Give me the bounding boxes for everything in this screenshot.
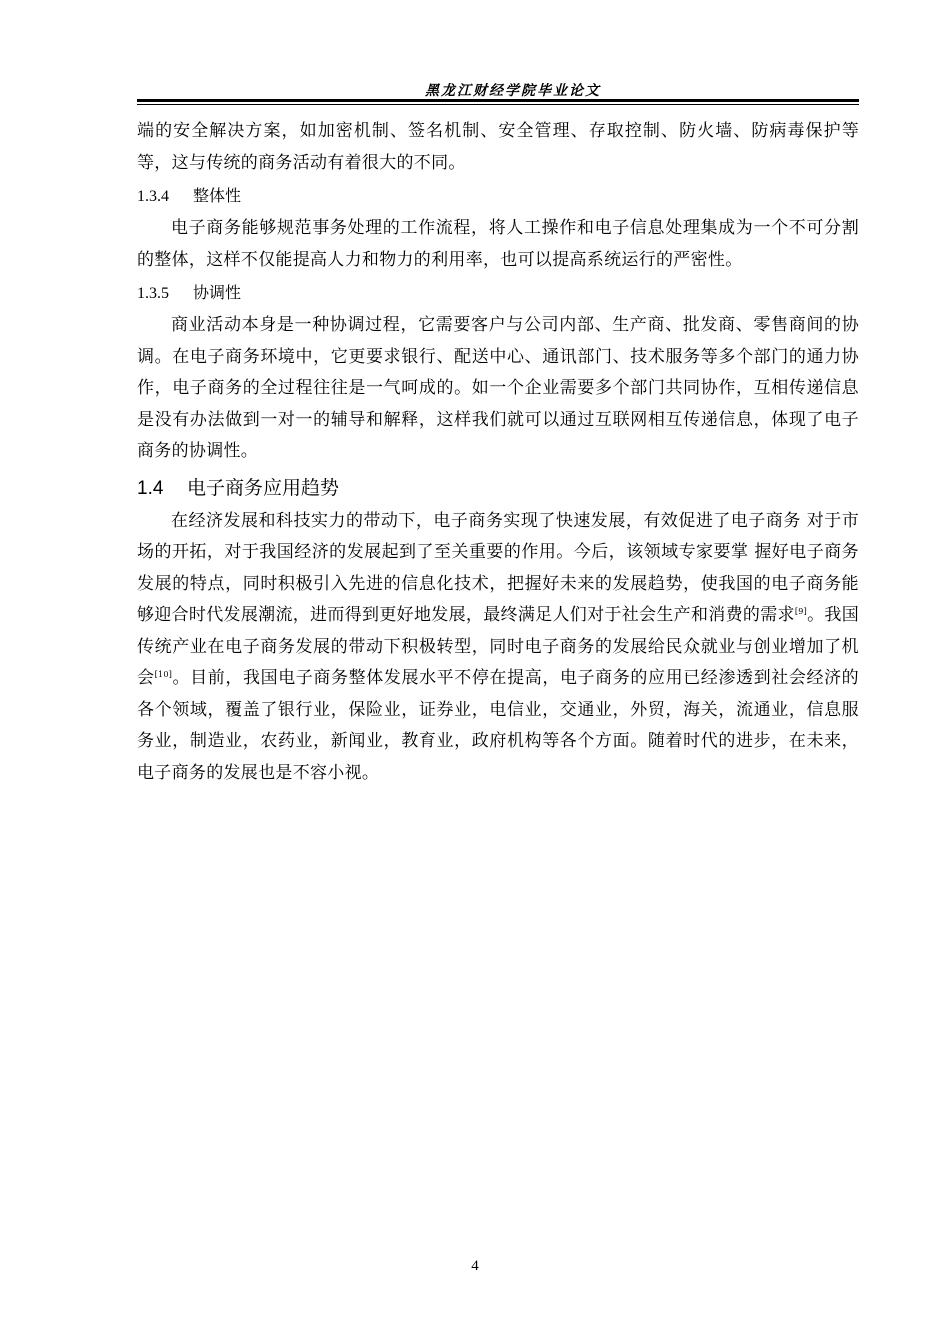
heading-title: 电子商务应用趋势	[187, 476, 340, 499]
heading-number: 1.3.4	[137, 188, 169, 205]
main-content	[137, 116, 859, 789]
paragraph-text: 。目前，我国电子商务整体发展水平不停在提高，电子商务的应用已经渗透到社会经济的各个领域，覆盖了银行业，保险业，证券业，电信业，交通业，外贸，海关，流通业，信息服务业，制造业，农药业，新闻业，教育业，政府机构等各个方面。随着时代的进步，在未来，电子商务的发展也是不容小视。	[137, 668, 859, 783]
page-number: 4	[471, 1258, 479, 1274]
heading-number: 1.4	[137, 477, 164, 499]
heading-1-3-4	[137, 179, 859, 213]
heading-number: 1.3.5	[137, 285, 169, 302]
header-title: 黑龙江财经学院毕业论文	[425, 83, 601, 99]
paragraph-text: 在经济发展和科技实力的带动下，电子商务实现了快速发展，有效促进了电子商务 对于市场的开拓，对于我国经济的发展起到了至关重要的作用。今后，该领域专家要掌 握好电子商务发展的特点，同时积极引入先进的信息化技术，把握好未来的发展趋势，使我国的电子商务能够迎合时代发展潮流，进而得到更好地发展，最终满足人们对于社会生产和消费的需求	[137, 510, 859, 625]
heading-title: 协调性	[193, 283, 242, 302]
header-rule-thick	[137, 99, 859, 102]
paragraph-continued: 端的安全解决方案，如加密机制、签名机制、安全管理、存取控制、防火墙、防病毒保护等等，这与传统的商务活动有着很大的不同。	[137, 121, 859, 173]
paragraph-coordination: 商业活动本身是一种协调过程，它需要客户与公司内部、生产商、批发商、零售商间的协调。在电子商务环境中，它更要求银行、配送中心、通讯部门、技术服务等多个部门的通力协作，电子商务的全过程往往是一气呵成的。如一个企业需要多个部门共同协作，互相传递信息是没有办法做到一对一的辅导和解释，这样我们就可以通过互联网相互传递信息，体现了电子商务的协调性。	[137, 315, 859, 461]
header-rule-thin	[137, 104, 859, 105]
heading-title: 整体性	[193, 186, 242, 205]
citation: [9]	[794, 607, 808, 616]
heading-1-4	[137, 470, 859, 506]
paragraph-text: 。我国传统产业在电子商务发展的带动下积极转型，同时电子商务的发展给民众就业与创业增加了机会	[137, 605, 859, 688]
page-header	[137, 78, 859, 104]
citation: [10]	[154, 670, 173, 679]
heading-1-3-5	[137, 276, 859, 310]
paragraph-trends	[137, 506, 859, 790]
paragraph-integrity: 电子商务能够规范事务处理的工作流程，将人工操作和电子信息处理集成为一个不可分割的整体，这样不仅能提高人力和物力的利用率，也可以提高系统运行的严密性。	[137, 218, 859, 270]
